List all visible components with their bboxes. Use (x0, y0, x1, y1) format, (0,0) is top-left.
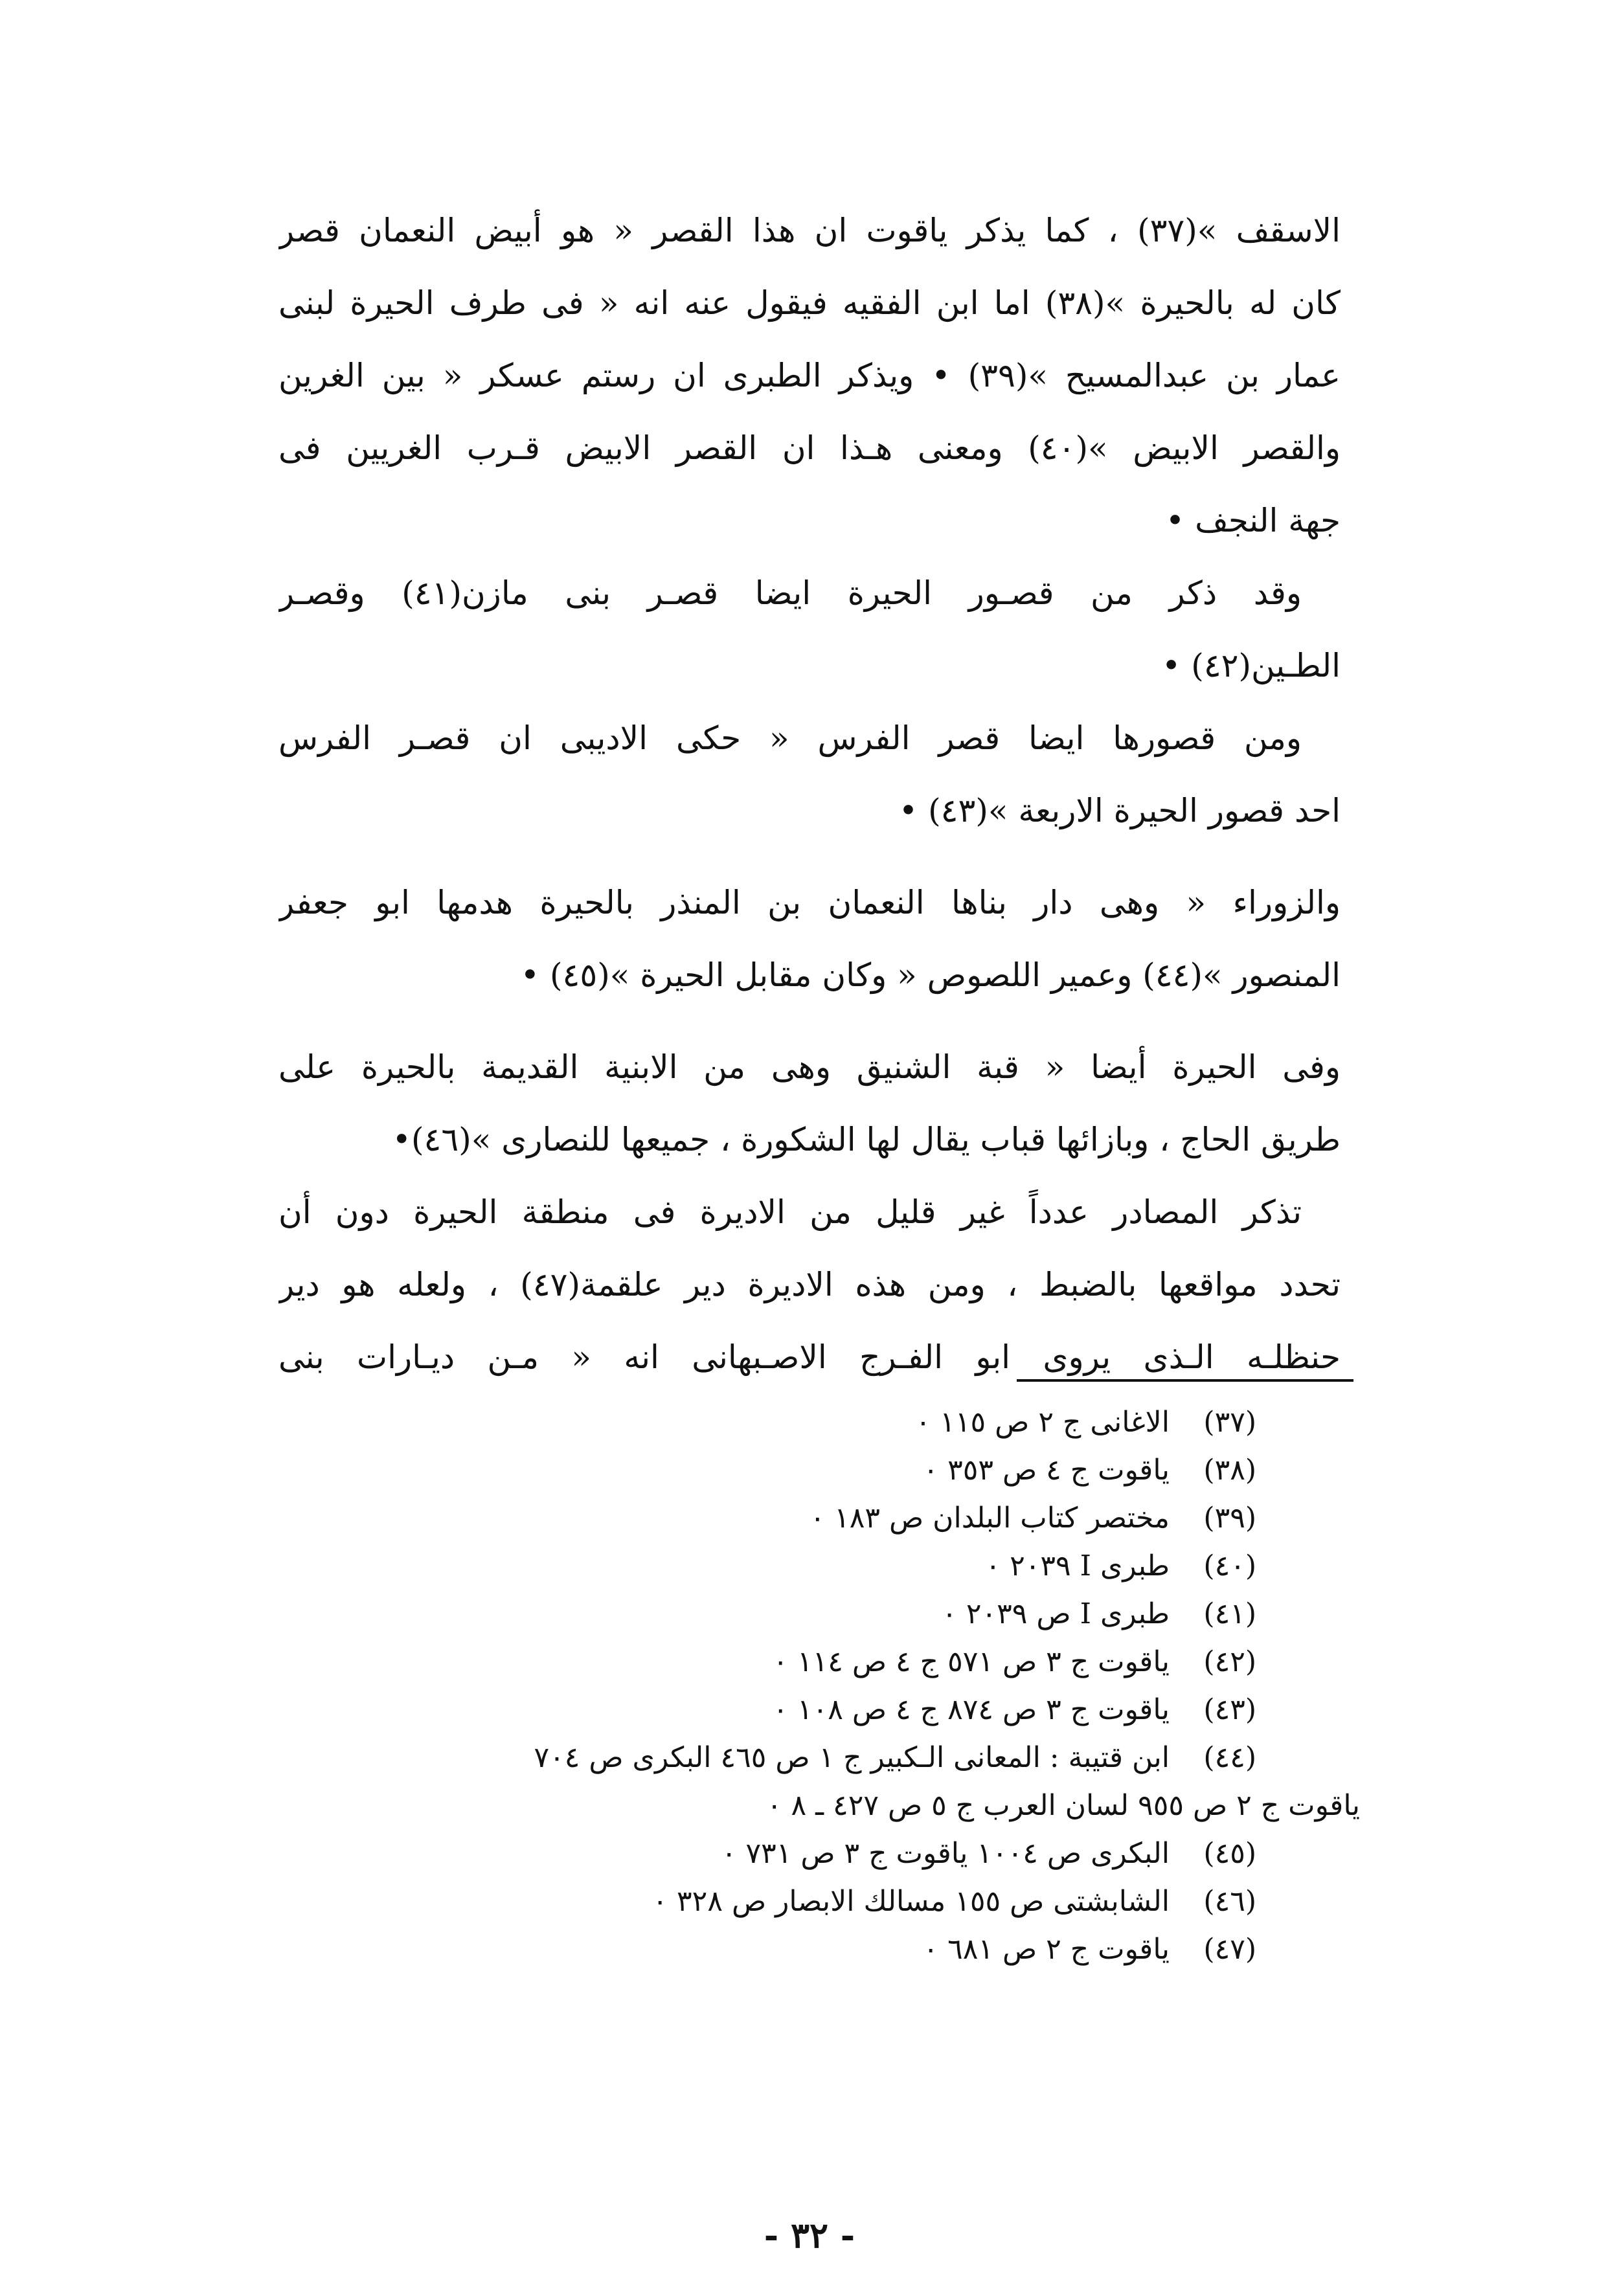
text-line: عمار بن عبدالمسيح »(٣٩) • ويذكر الطبرى ان رستم عسكر « بين الغرين (278, 357, 1341, 394)
text-line: احد قصور الحيرة الاربعة »(٤٣) • (898, 792, 1341, 829)
footnote-text: ياقوت ج ٤ ص ٣٥٣ ٠ (923, 1454, 1170, 1487)
footnote-text: ياقوت ج ٣ ص ٥٧١ ج ٤ ص ١١٤ ٠ (773, 1645, 1170, 1678)
footnote (278, 1734, 1341, 1782)
paragraph (278, 702, 1341, 847)
footnote-number: (٣٨) (1203, 1454, 1256, 1487)
footnote (278, 1542, 1341, 1590)
footnote-number: (٤٦) (1203, 1885, 1256, 1918)
paragraph (278, 1031, 1341, 1176)
footnote-continuation (278, 1782, 1360, 1830)
text-line: والقصر الابيض »(٤٠) ومعنى هـذا ان القصر الابيض قـرب الغريين فى (278, 429, 1341, 467)
text-line: المنصور »(٤٤) وعمير اللصوص « وكان مقابل الحيرة »(٤٥) • (520, 956, 1341, 994)
text-line: الطـين(٤٢) • (1161, 647, 1341, 684)
paragraph (278, 194, 1341, 557)
footnote-text: ابن قتيبة : المعانى الـكبير ج ١ ص ٤٦٥ البكرى ص ٧٠٤ (534, 1741, 1170, 1774)
paragraph (278, 866, 1341, 1011)
footnotes (278, 1399, 1360, 1974)
paragraph (278, 557, 1341, 702)
body-text (278, 194, 1341, 1393)
page-number: - ٣٢ - (764, 2214, 855, 2256)
footnote (278, 1399, 1341, 1446)
footnote-text: ياقوت ج ٢ ص ٩٥٥ لسان العرب ج ٥ ص ٤٢٧ ـ ٨ ٠ (766, 1789, 1360, 1822)
text-line: تذكر المصادر عدداً غير قليل من الاديرة فى منطقة الحيرة دون أن (278, 1193, 1302, 1231)
footnote-number: (٤٠) (1203, 1549, 1256, 1582)
footnote (278, 1686, 1341, 1734)
text-line: طريق الحاج ، وبازائها قباب يقال لها الشكورة ، جميعها للنصارى »(٤٦)• (392, 1121, 1341, 1158)
footnote-number: (٣٧) (1203, 1406, 1256, 1439)
footnote-number: (٤٤) (1203, 1741, 1256, 1774)
footnote-number: (٤٢) (1203, 1645, 1256, 1678)
text-line: كان له بالحيرة »(٣٨) اما ابن الفقيه فيقول عنه انه « فى طرف الحيرة لبنى (278, 284, 1341, 322)
text-line: والزوراء « وهى دار بناها النعمان بن المنذر بالحيرة هدمها ابو جعفر (278, 884, 1341, 921)
footnote-number: (٤٣) (1203, 1693, 1256, 1726)
footnote-text: طبرى I ٢٠٣٩ ٠ (985, 1549, 1170, 1582)
footnote-text: طبرى I ص ٢٠٣٩ ٠ (942, 1597, 1170, 1630)
footnote-number: (٤٧) (1203, 1933, 1256, 1966)
text-line: ومن قصورها ايضا قصر الفرس « حكى الاديبى ان قصـر الفرس (278, 719, 1302, 757)
text-line: جهة النجف • (1165, 502, 1341, 539)
footnote-number: (٤٥) (1203, 1837, 1256, 1870)
footnote (278, 1446, 1341, 1494)
footnote-text: مختصر كتاب البلدان ص ١٨٣ ٠ (809, 1502, 1170, 1535)
footnote (278, 1878, 1341, 1926)
paragraph (278, 1176, 1341, 1393)
footnote (278, 1590, 1341, 1638)
text-line: وقد ذكر من قصـور الحيرة ايضا قصـر بنى مازن(٤١) وقصـر (278, 574, 1302, 612)
footnote-text: الاغانى ج ٢ ص ١١٥ ٠ (915, 1406, 1170, 1439)
footnote-divider (1017, 1379, 1353, 1382)
text-line: الاسقف »(٣٧) ، كما يذكر ياقوت ان هذا القصر « هو أبيض النعمان قصر (278, 212, 1341, 249)
footnote-number: (٣٩) (1203, 1502, 1256, 1535)
footnote-text: الشابشتى ص ١٥٥ مسالك الابصار ص ٣٢٨ ٠ (652, 1885, 1170, 1918)
footnote-text: البكرى ص ١٠٠٤ ياقوت ج ٣ ص ٧٣١ ٠ (721, 1837, 1170, 1870)
text-line: حنظلـه الـذى يروى ابو الفـرج الاصـبهانى انه « مـن ديـارات بنى (278, 1338, 1341, 1376)
footnote (278, 1638, 1341, 1686)
footnote-text: ياقوت ج ٣ ص ٨٧٤ ج ٤ ص ١٠٨ ٠ (773, 1693, 1170, 1726)
footnote (278, 1494, 1341, 1542)
footnote-text: ياقوت ج ٢ ص ٦٨١ ٠ (923, 1933, 1170, 1966)
footnote (278, 1830, 1341, 1878)
text-line: وفى الحيرة أيضا « قبة الشنيق وهى من الابنية القديمة بالحيرة على (278, 1048, 1341, 1086)
footnote (278, 1926, 1341, 1974)
footnote-number: (٤١) (1203, 1597, 1256, 1630)
text-line: تحدد مواقعها بالضبط ، ومن هذه الاديرة دير علقمة(٤٧) ، ولعله هو دير (278, 1266, 1341, 1303)
